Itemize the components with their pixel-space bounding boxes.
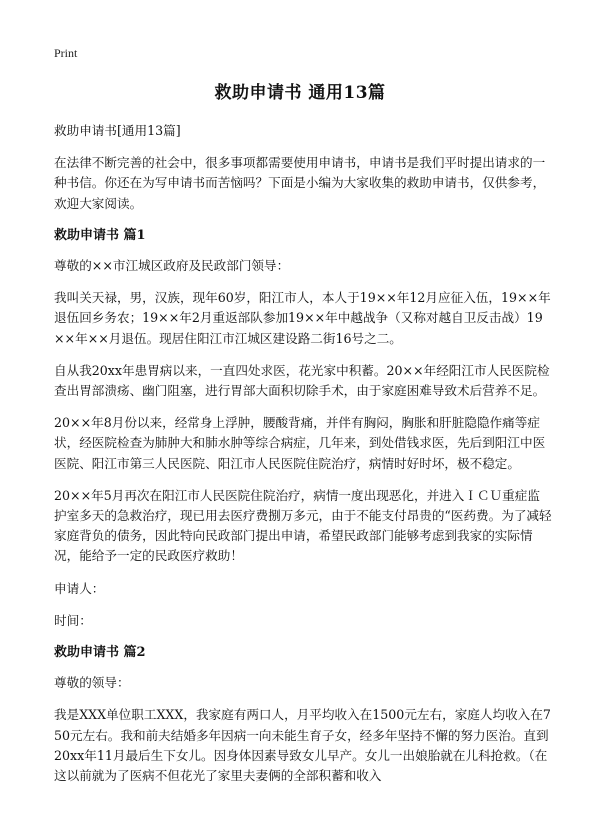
document-body [54, 121, 552, 798]
body-paragraph: 20××年5月再次在阳江市人民医院住院治疗，病情一度出现恶化，并进入ＩＣＵ重症监护室多天的急救治疗，现已用去医疗费捌万多元，由于不能支付昂贵的“医药费。为了减轻家庭背负的债务，因此特向民政部门提出申请，希望民政部门能够考虑到我家的实际情况，能给予一定的民政医疗救助！ [54, 487, 552, 564]
applicant-label: 申请人： [54, 580, 105, 596]
salutation: 尊敬的领导： [54, 675, 130, 691]
salutation: 尊敬的××市江城区政府及民政部门领导： [54, 258, 290, 274]
body-paragraph: 我叫关天禄，男，汉族，现年60岁，阳江市人，本人于19××年12月应征入伍，19××年退伍回乡务农；19××年2月重返部队参加19××年中越战争（又称对越自卫反击战）19××年××月退伍。现居住阳江市江城区建设路二街16号之二。 [54, 290, 551, 346]
section-1 [54, 226, 552, 631]
document-subtitle: 救助申请书[通用13篇] [54, 123, 181, 138]
body-paragraph: 自从我20xx年患胃病以来，一直四处求医，花光家中积蓄。20××年经阳江市人民医院检查出胃部溃疡、幽门阻塞，进行胃部大面积切除手术，由于家庭困难导致术后营养不足。 [54, 362, 550, 399]
section-heading: 救助申请书 篇2 [54, 645, 146, 661]
intro-paragraph: 在法律不断完善的社会中，很多事项都需要使用申请书，申请书是我们平时提出请求的一种书信。你还在为写申请书而苦恼吗？下面是小编为大家收集的救助申请书，仅供参考，欢迎大家阅读。 [54, 155, 546, 211]
section-2 [54, 643, 552, 786]
body-paragraph: 20××年8月份以来，经常身上浮肿，腰酸背痛，并伴有胸闷，胸胀和肝脏隐隐作痛等症状，经医院检查为肺肿大和肺水肿等综合病症，几年来，到处借钱求医，先后到阳江中医医院、阳江市第三人民医院、阳江市人民医院住院治疗，病情时好时坏，极不稳定。 [54, 415, 546, 471]
body-paragraph: 我是XXX单位职工XXX，我家庭有两口人，月平均收入在1500元左右，家庭人均收入在750元左右。我和前夫结婚多年因病一向未能生育子女，经多年坚持不懈的努力医治。直到20xx年11月最后生下女儿。因身体因素导致女儿早产。女儿一出娘胎就在儿科抢救。（在这以前就为了医病不但花光了家里夫妻俩的全部积蓄和收入 [54, 707, 551, 784]
document-title: 救助申请书 通用13篇 [214, 83, 386, 103]
time-label: 时间： [54, 612, 92, 628]
print-link[interactable]: Print [54, 46, 78, 60]
section-heading: 救助申请书 篇1 [54, 227, 146, 243]
